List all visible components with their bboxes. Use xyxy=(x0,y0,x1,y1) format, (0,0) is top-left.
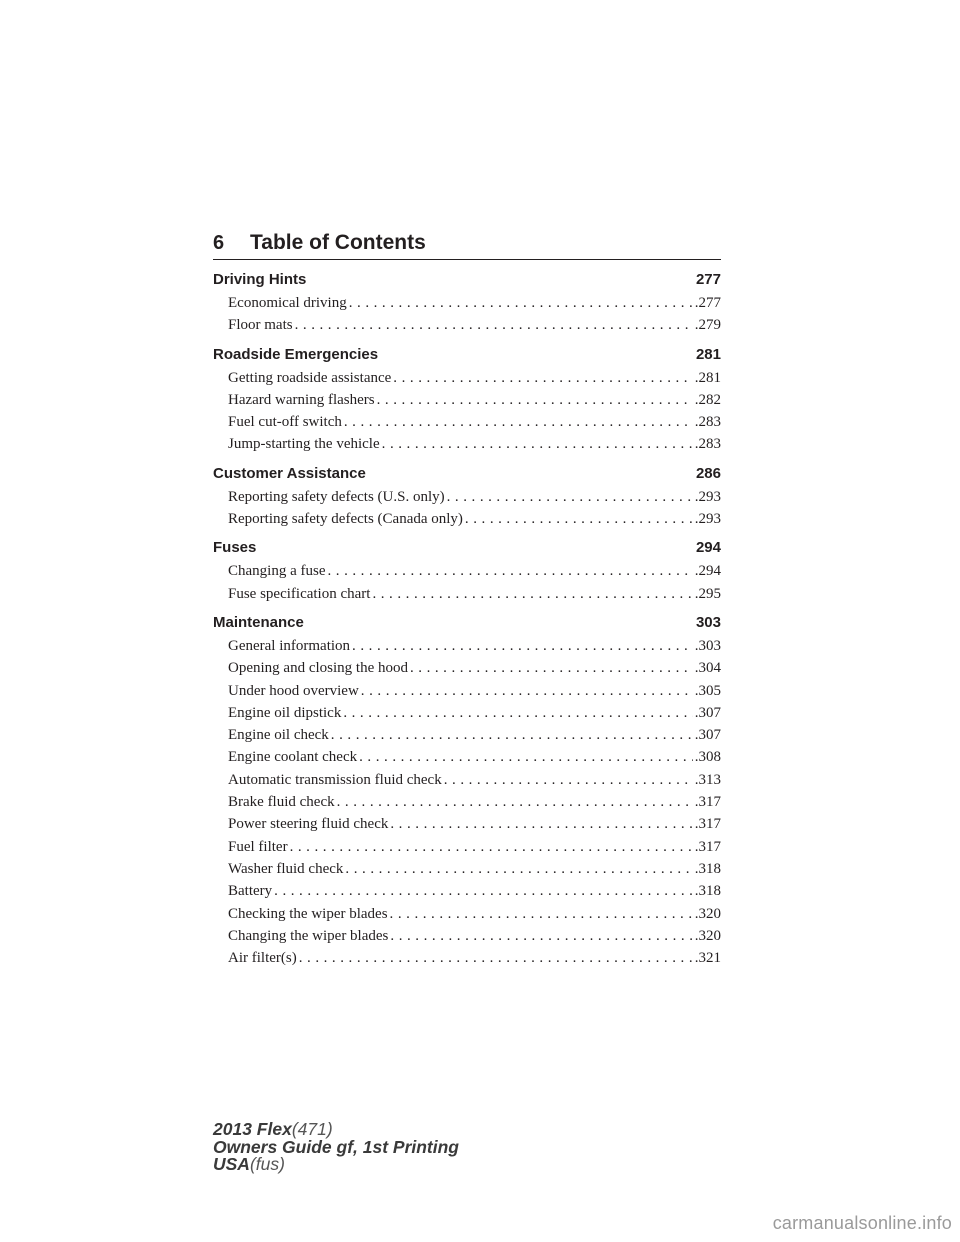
entry-label: Fuse specification chart xyxy=(228,585,371,602)
toc-entry[interactable] xyxy=(213,292,721,314)
toc-entry[interactable] xyxy=(213,746,721,768)
toc-section xyxy=(213,268,721,337)
section-title: Customer Assistance xyxy=(213,464,366,482)
toc-entry[interactable] xyxy=(213,314,721,336)
dot-leader xyxy=(331,724,693,746)
toc-entry[interactable] xyxy=(213,836,721,858)
dot-leader xyxy=(390,813,692,835)
dot-leader xyxy=(377,389,693,411)
dot-leader xyxy=(299,947,693,969)
dot-leader xyxy=(447,486,693,508)
entry-page: .293 xyxy=(694,511,721,528)
dot-leader xyxy=(390,903,693,925)
toc-entry[interactable] xyxy=(213,947,721,969)
section-page: 277 xyxy=(695,271,721,288)
dot-leader xyxy=(410,657,693,679)
toc-entry[interactable] xyxy=(213,367,721,389)
footer-model: 2013 Flex xyxy=(213,1119,292,1139)
toc-entry[interactable] xyxy=(213,680,721,702)
entry-label: Fuel filter xyxy=(228,838,288,855)
page-header xyxy=(213,229,721,260)
entry-label: Engine coolant check xyxy=(228,749,358,766)
entry-page: .313 xyxy=(694,771,721,788)
entry-page: .305 xyxy=(694,682,721,699)
section-heading[interactable] xyxy=(213,462,721,486)
section-title: Maintenance xyxy=(213,613,304,631)
dot-leader xyxy=(390,925,692,947)
dot-leader xyxy=(372,583,692,605)
dot-leader xyxy=(290,836,693,858)
dot-leader xyxy=(349,292,693,314)
footer-guide: Owners Guide gf, 1st Printing xyxy=(213,1136,459,1157)
dot-leader xyxy=(343,702,692,724)
dot-leader xyxy=(352,635,693,657)
toc-entry[interactable] xyxy=(213,791,721,813)
entry-label: General information xyxy=(228,637,351,654)
section-page: 281 xyxy=(695,345,721,363)
toc-entry[interactable] xyxy=(213,389,721,411)
entry-page: .282 xyxy=(694,391,721,408)
toc-entry[interactable] xyxy=(213,858,721,880)
footer-model-code: (471) xyxy=(291,1119,333,1139)
table-of-contents xyxy=(213,268,721,975)
entry-label: Under hood overview xyxy=(228,682,359,699)
toc-entry[interactable] xyxy=(213,657,721,679)
section-heading[interactable] xyxy=(213,611,721,635)
section-page: 294 xyxy=(695,539,721,557)
entry-page: .318 xyxy=(694,860,721,877)
entry-label: Getting roadside assistance xyxy=(228,369,392,386)
toc-entry[interactable] xyxy=(213,880,721,902)
dot-leader xyxy=(295,314,693,336)
toc-entry[interactable] xyxy=(213,508,721,530)
entry-page: .281 xyxy=(694,369,721,386)
entry-label: Brake fluid check xyxy=(228,794,335,811)
entry-page: .307 xyxy=(694,704,721,721)
entry-label: Floor mats xyxy=(228,317,293,334)
entry-label: Changing a fuse xyxy=(228,563,326,580)
entry-page: .303 xyxy=(694,637,721,654)
entry-label: Power steering fluid check xyxy=(228,816,389,833)
toc-entry[interactable] xyxy=(213,724,721,746)
entry-page: .317 xyxy=(694,838,721,855)
entry-page: .320 xyxy=(694,905,721,922)
footer-market-code: (fus) xyxy=(249,1154,285,1174)
dot-leader xyxy=(382,433,693,455)
section-page: 286 xyxy=(695,464,721,482)
entry-page: .304 xyxy=(694,660,721,677)
dot-leader xyxy=(393,367,692,389)
toc-section xyxy=(213,343,721,456)
toc-entry[interactable] xyxy=(213,583,721,605)
entry-page: .277 xyxy=(694,295,721,311)
entry-page: .307 xyxy=(694,727,721,744)
toc-entry[interactable] xyxy=(213,903,721,925)
dot-leader xyxy=(337,791,693,813)
toc-entry[interactable] xyxy=(213,486,721,508)
entry-label: Engine oil check xyxy=(228,727,329,744)
section-heading[interactable] xyxy=(213,536,721,560)
entry-page: .320 xyxy=(694,927,721,944)
dot-leader xyxy=(327,560,692,582)
section-title: Roadside Emergencies xyxy=(213,345,379,363)
entry-label: Checking the wiper blades xyxy=(228,905,388,922)
entry-label: Engine oil dipstick xyxy=(228,704,342,721)
toc-entry[interactable] xyxy=(213,411,721,433)
entry-label: Opening and closing the hood xyxy=(228,660,408,677)
entry-label: Reporting safety defects (U.S. only) xyxy=(228,488,445,505)
entry-page: .318 xyxy=(694,883,721,900)
dot-leader xyxy=(345,858,692,880)
entry-page: .317 xyxy=(694,816,721,833)
entry-page: .294 xyxy=(694,563,721,580)
toc-section xyxy=(213,536,721,605)
entry-label: Economical driving xyxy=(228,295,347,311)
section-page: 303 xyxy=(695,613,721,631)
entry-page: .317 xyxy=(694,794,721,811)
dot-leader xyxy=(444,769,693,791)
watermark: carmanualsonline.info xyxy=(772,1213,952,1233)
toc-entry[interactable] xyxy=(213,813,721,835)
toc-entry[interactable] xyxy=(213,635,721,657)
toc-section xyxy=(213,462,721,531)
toc-section xyxy=(213,611,721,969)
entry-label: Hazard warning flashers xyxy=(228,391,375,408)
dot-leader xyxy=(361,680,693,702)
entry-label: Changing the wiper blades xyxy=(228,927,389,944)
entry-page: .279 xyxy=(694,317,721,334)
entry-page: .321 xyxy=(694,950,721,967)
section-heading[interactable] xyxy=(213,268,721,292)
entry-page: .283 xyxy=(694,436,721,453)
entry-label: Washer fluid check xyxy=(228,860,344,877)
section-title: Fuses xyxy=(213,539,257,557)
page-title: Table of Contents xyxy=(250,231,426,254)
dot-leader xyxy=(465,508,693,530)
entry-page: .295 xyxy=(694,585,721,602)
footer xyxy=(213,1121,459,1174)
entry-page: .308 xyxy=(694,749,721,766)
dot-leader xyxy=(344,411,693,433)
section-heading[interactable] xyxy=(213,343,721,367)
toc-entry[interactable] xyxy=(213,433,721,455)
toc-entry[interactable] xyxy=(213,702,721,724)
entry-label: Fuel cut-off switch xyxy=(228,414,342,431)
page-number: 6 xyxy=(213,232,225,254)
entry-page: .283 xyxy=(694,414,721,431)
entry-label: Air filter(s) xyxy=(228,950,297,967)
toc-entry[interactable] xyxy=(213,925,721,947)
section-title: Driving Hints xyxy=(213,271,307,288)
entry-label: Battery xyxy=(228,883,273,900)
entry-label: Reporting safety defects (Canada only) xyxy=(228,511,463,528)
entry-label: Automatic transmission fluid check xyxy=(228,771,442,788)
footer-market: USA xyxy=(213,1154,250,1174)
dot-leader xyxy=(274,880,693,902)
entry-page: .293 xyxy=(694,488,721,505)
toc-entry[interactable] xyxy=(213,560,721,582)
toc-entry[interactable] xyxy=(213,769,721,791)
entry-label: Jump-starting the vehicle xyxy=(228,436,380,453)
dot-leader xyxy=(359,746,693,768)
